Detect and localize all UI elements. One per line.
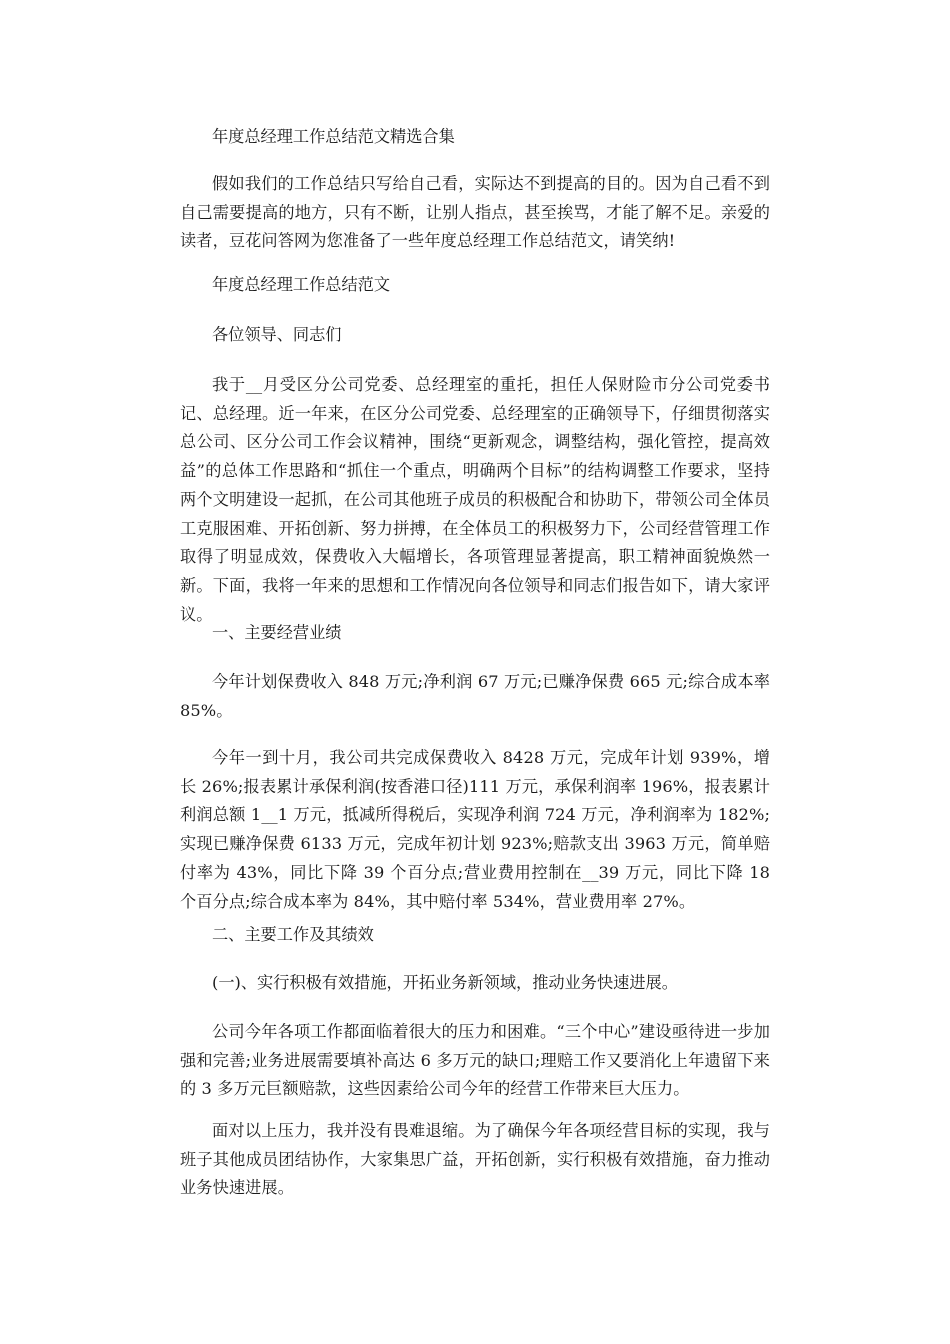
section2-heading: 二、主要工作及其绩效 <box>212 925 374 944</box>
document-title: 年度总经理工作总结范文精选合集 <box>212 127 455 146</box>
salutation: 各位领导、同志们 <box>212 325 342 344</box>
section1-actual-paragraph: 今年一到十月，我公司共完成保费收入 8428 万元，完成年计划 939%，增长 26%;报表累计承保利润(按香港口径)111 万元，承保利润率 196%，报表累计利润总额 1__1 万元，抵减所得税后，实现净利润 724 万元，净利润率为 182%;实现已赚净保费 6133 万元，完成年初计划 923%;赔款支出 3963 万元，简单赔付率为 43%，同比下降 39 个百分点;营业费用控制在__39 万元，同比下降 18 个百分点;综合成本率为 84%，其中赔付率 534%，营业费用率 27%。 <box>180 748 770 911</box>
subtitle: 年度总经理工作总结范文 <box>212 275 391 294</box>
response-paragraph: 面对以上压力，我并没有畏难退缩。为了确保今年各项经营目标的实现，我与班子其他成员团结协作，大家集思广益，开拓创新，实行积极有效措施，奋力推动业务快速进展。 <box>180 1121 770 1198</box>
section2-subheading: (一)、实行积极有效措施，开拓业务新领域，推动业务快速进展。 <box>212 973 678 992</box>
pressure-paragraph: 公司今年各项工作都面临着很大的压力和困难。“三个中心”建设亟待进一步加强和完善;业务进展需要填补高达 6 多万元的缺口;理赔工作又要消化上年遗留下来的 3 多万元巨额赔款，这些因素给公司今年的经营工作带来巨大压力。 <box>180 1022 770 1099</box>
section1-heading: 一、主要经营业绩 <box>212 623 342 642</box>
section1-plan-paragraph: 今年计划保费收入 848 万元;净利润 67 万元;已赚净保费 665 元;综合成本率 85%。 <box>180 672 770 720</box>
intro-paragraph: 假如我们的工作总结只写给自己看，实际达不到提高的目的。因为自己看不到自己需要提高的地方，只有不断，让别人指点，甚至挨骂，才能了解不足。亲爱的读者，豆花问答网为您准备了一些年度总经理工作总结范文，请笑纳! <box>180 174 770 251</box>
opening-paragraph: 我于__月受区分公司党委、总经理室的重托，担任人保财险市分公司党委书记、总经理。近一年来，在区分公司党委、总经理室的正确领导下，仔细贯彻落实总公司、区分公司工作会议精神，围绕“更新观念，调整结构，强化管控，提高效益”的总体工作思路和“抓住一个重点，明确两个目标”的结构调整工作要求，坚持两个文明建设一起抓，在公司其他班子成员的积极配合和协助下，带领公司全体员工克服困难、开拓创新、努力拼搏，在全体员工的积极努力下，公司经营管理工作取得了明显成效，保费收入大幅增长，各项管理显著提高，职工精神面貌焕然一新。下面，我将一年来的思想和工作情况向各位领导和同志们报告如下，请大家评议。 <box>180 375 770 624</box>
